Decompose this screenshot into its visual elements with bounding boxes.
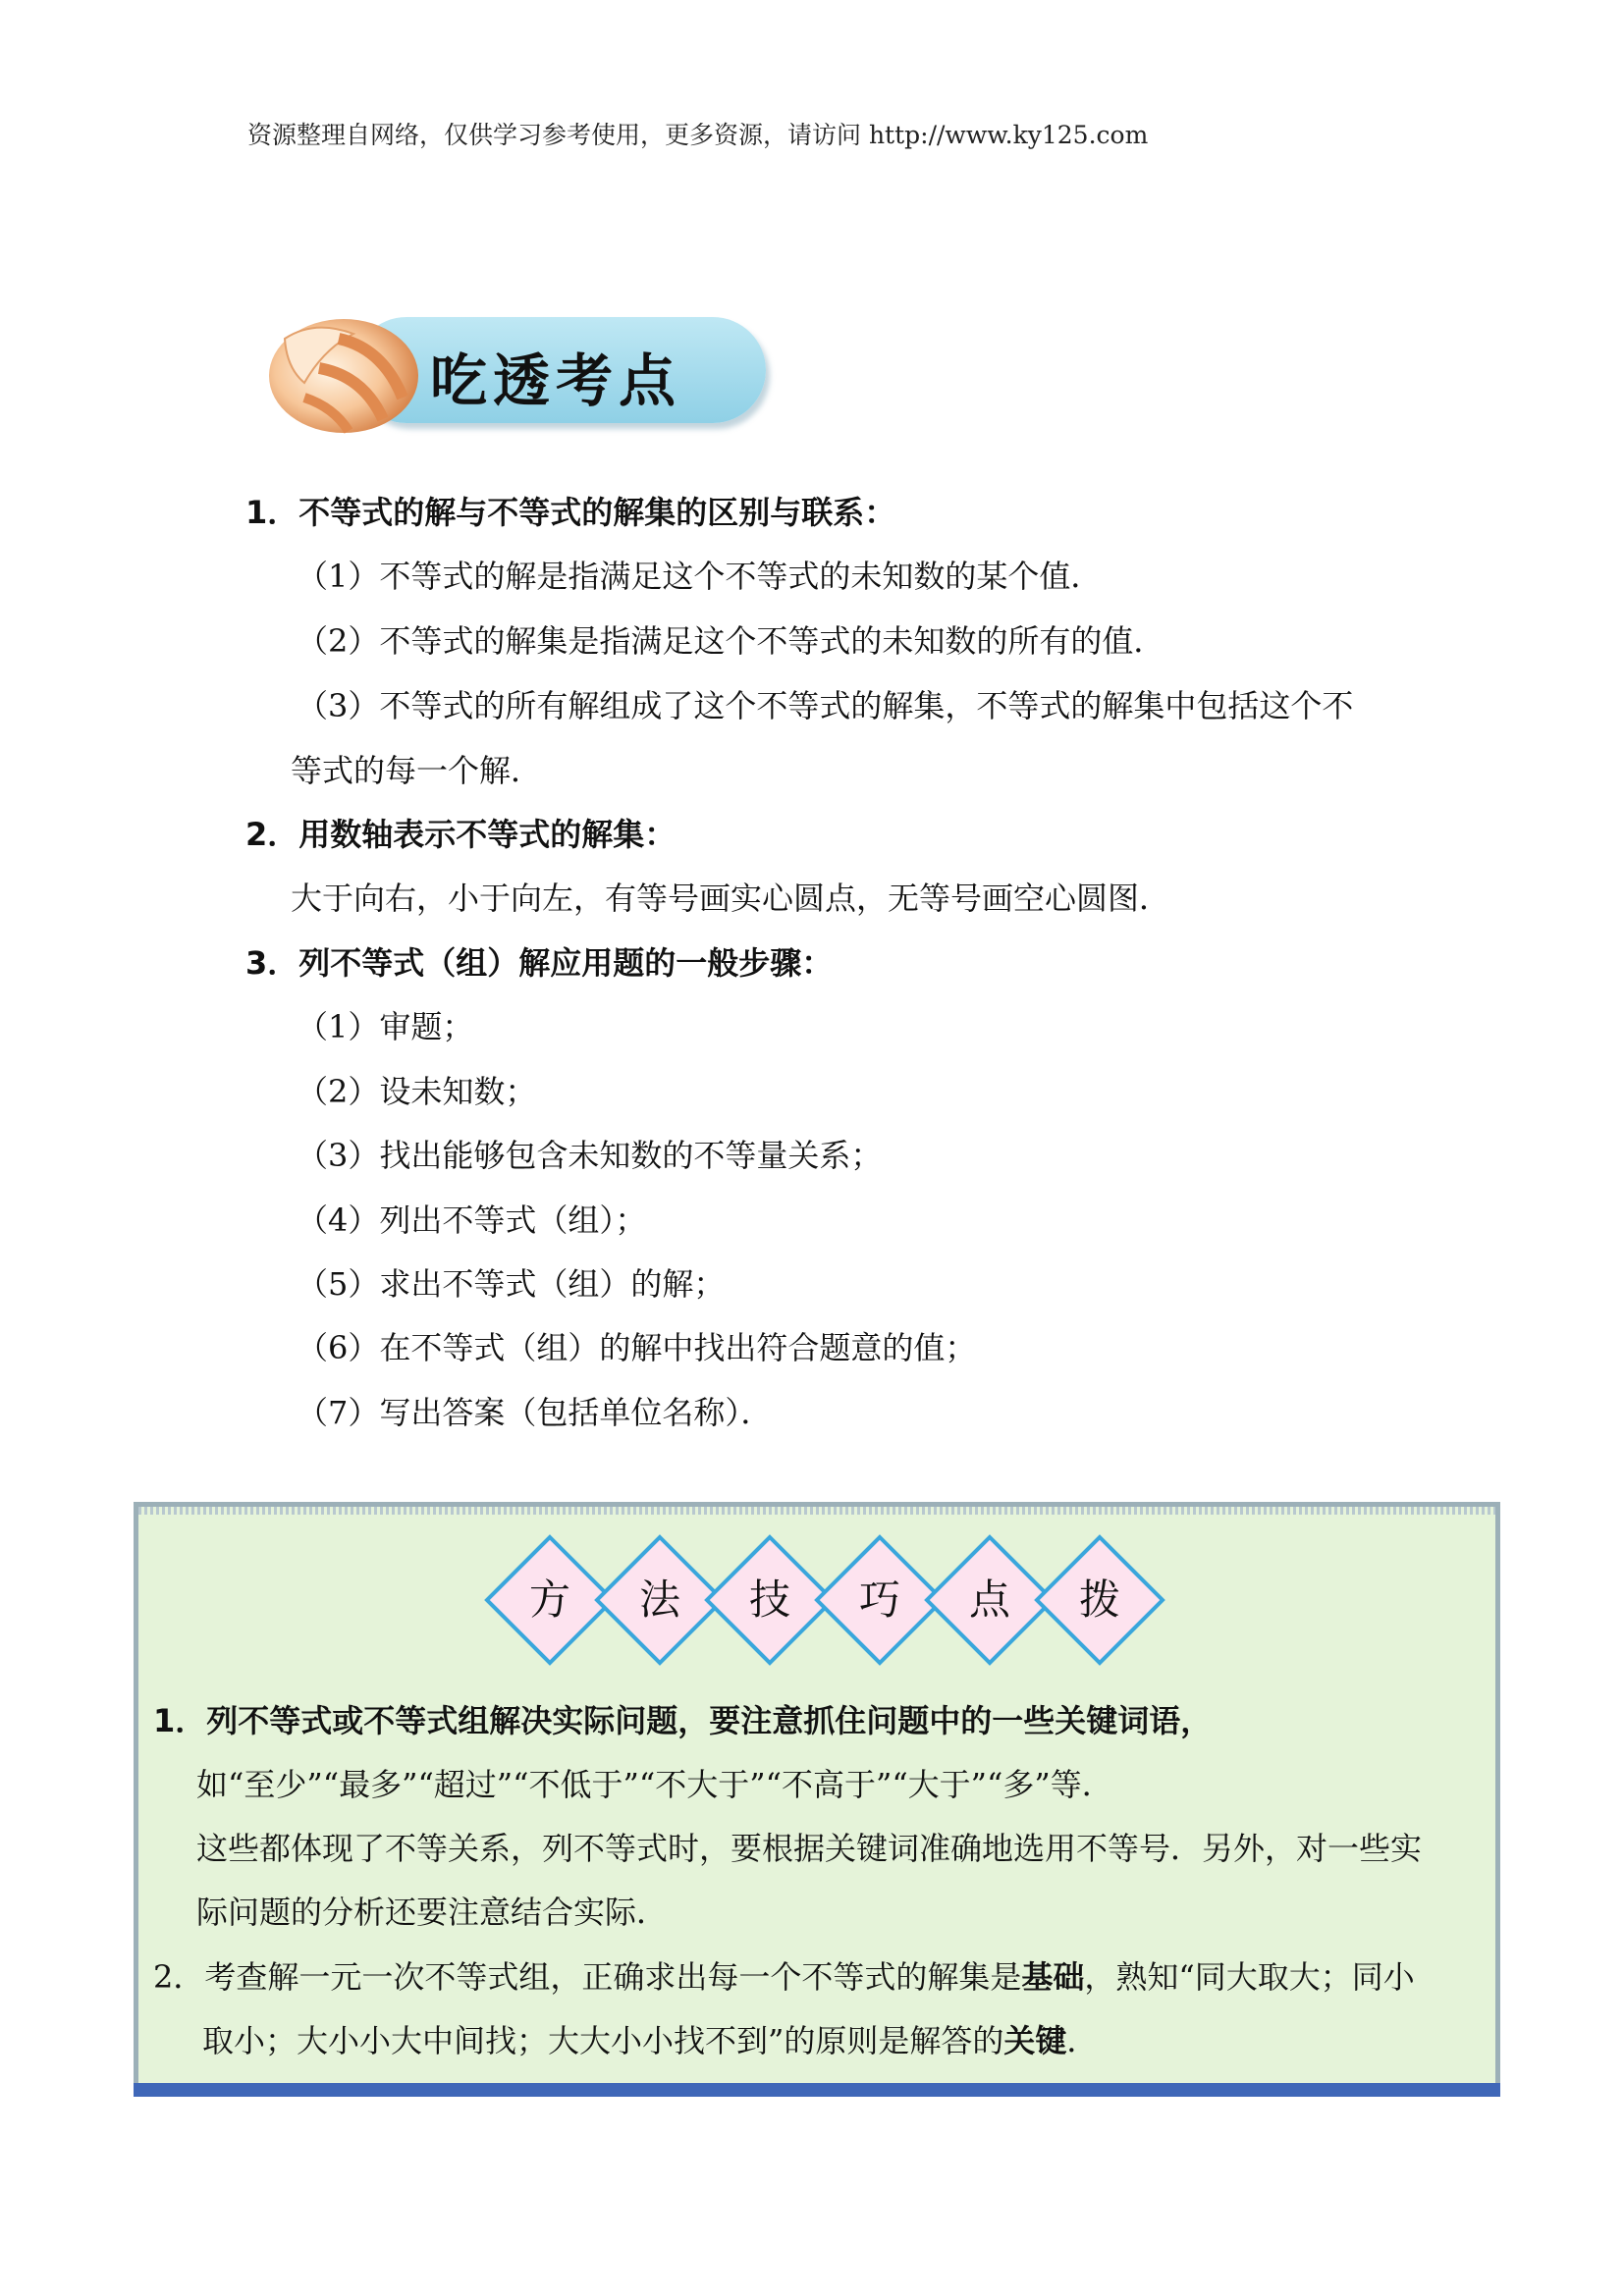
heading-char: 技 bbox=[748, 1575, 790, 1624]
point-1-item: （1）不等式的解是指满足这个不等式的未知数的某个值． bbox=[297, 558, 1103, 595]
step-item: （2）设未知数； bbox=[297, 1073, 537, 1110]
heading-char: 点 bbox=[968, 1575, 1010, 1624]
tip-2-text: 2．考查解一元一次不等式组，正确求出每一个不等式的解集是 bbox=[153, 1958, 1022, 1996]
heading-diamond bbox=[1033, 1533, 1166, 1667]
heading-char: 方 bbox=[528, 1575, 570, 1624]
banner-title: 吃透考点 bbox=[430, 347, 682, 414]
step-item: （5）求出不等式（组）的解； bbox=[297, 1265, 726, 1303]
tip-2-text: ． bbox=[1066, 2022, 1099, 2059]
step-item: （1）审题； bbox=[297, 1008, 474, 1045]
tip-2-line bbox=[153, 1952, 1415, 1998]
step-item: （3）找出能够包含未知数的不等量关系； bbox=[297, 1137, 883, 1174]
heading-char: 法 bbox=[638, 1575, 680, 1624]
heading-char: 巧 bbox=[858, 1575, 900, 1624]
tip-1-line: 如“至少”“最多”“超过”“不低于”“不大于”“不高于”“大于”“多”等． bbox=[196, 1766, 1113, 1803]
tip-2-emphasis: 基础 bbox=[1021, 1958, 1085, 1996]
tip-2-text: 取小；大小小大中间找；大大小小找不到”的原则是解答的 bbox=[202, 2022, 1004, 2059]
point-3-title: 3．列不等式（组）解应用题的一般步骤： bbox=[245, 944, 834, 982]
seashell-icon bbox=[245, 299, 422, 437]
tip-2-text: ，熟知“同大取大；同小 bbox=[1084, 1958, 1415, 1996]
tip-1-line: 际问题的分析还要注意结合实际． bbox=[196, 1894, 669, 1931]
heading-char: 拨 bbox=[1078, 1575, 1120, 1624]
tip-2-emphasis: 关键 bbox=[1003, 2022, 1067, 2059]
tip-1-title: 1．列不等式或不等式组解决实际问题，要注意抓住问题中的一些关键词语， bbox=[153, 1702, 1213, 1739]
point-2-title: 2．用数轴表示不等式的解集： bbox=[245, 816, 677, 853]
point-1-item: （3）不等式的所有解组成了这个不等式的解集，不等式的解集中包括这个不 bbox=[297, 687, 1354, 724]
step-item: （6）在不等式（组）的解中找出符合题意的值； bbox=[297, 1329, 977, 1366]
step-item: （4）列出不等式（组）； bbox=[297, 1201, 647, 1239]
page-header: 资源整理自网络，仅供学习参考使用，更多资源，请访问 http://www.ky125.com bbox=[247, 121, 1149, 149]
tips-heading bbox=[483, 1533, 1151, 1667]
step-item: （7）写出答案（包括单位名称）． bbox=[297, 1394, 773, 1431]
tip-2-line bbox=[202, 2016, 1098, 2061]
section-banner bbox=[245, 299, 776, 437]
point-1-item: 等式的每一个解． bbox=[291, 752, 543, 789]
point-1-item: （2）不等式的解集是指满足这个不等式的未知数的所有的值． bbox=[297, 622, 1165, 660]
point-1-title: 1．不等式的解与不等式的解集的区别与联系： bbox=[245, 494, 896, 531]
point-2-text: 大于向右，小于向左，有等号画实心圆点，无等号画空心圆图． bbox=[291, 880, 1171, 917]
tips-top-border bbox=[138, 1507, 1495, 1515]
tip-1-line: 这些都体现了不等关系，列不等式时，要根据关键词准确地选用不等号．另外，对一些实 bbox=[196, 1830, 1423, 1867]
tips-bottom-bar bbox=[134, 2083, 1500, 2097]
